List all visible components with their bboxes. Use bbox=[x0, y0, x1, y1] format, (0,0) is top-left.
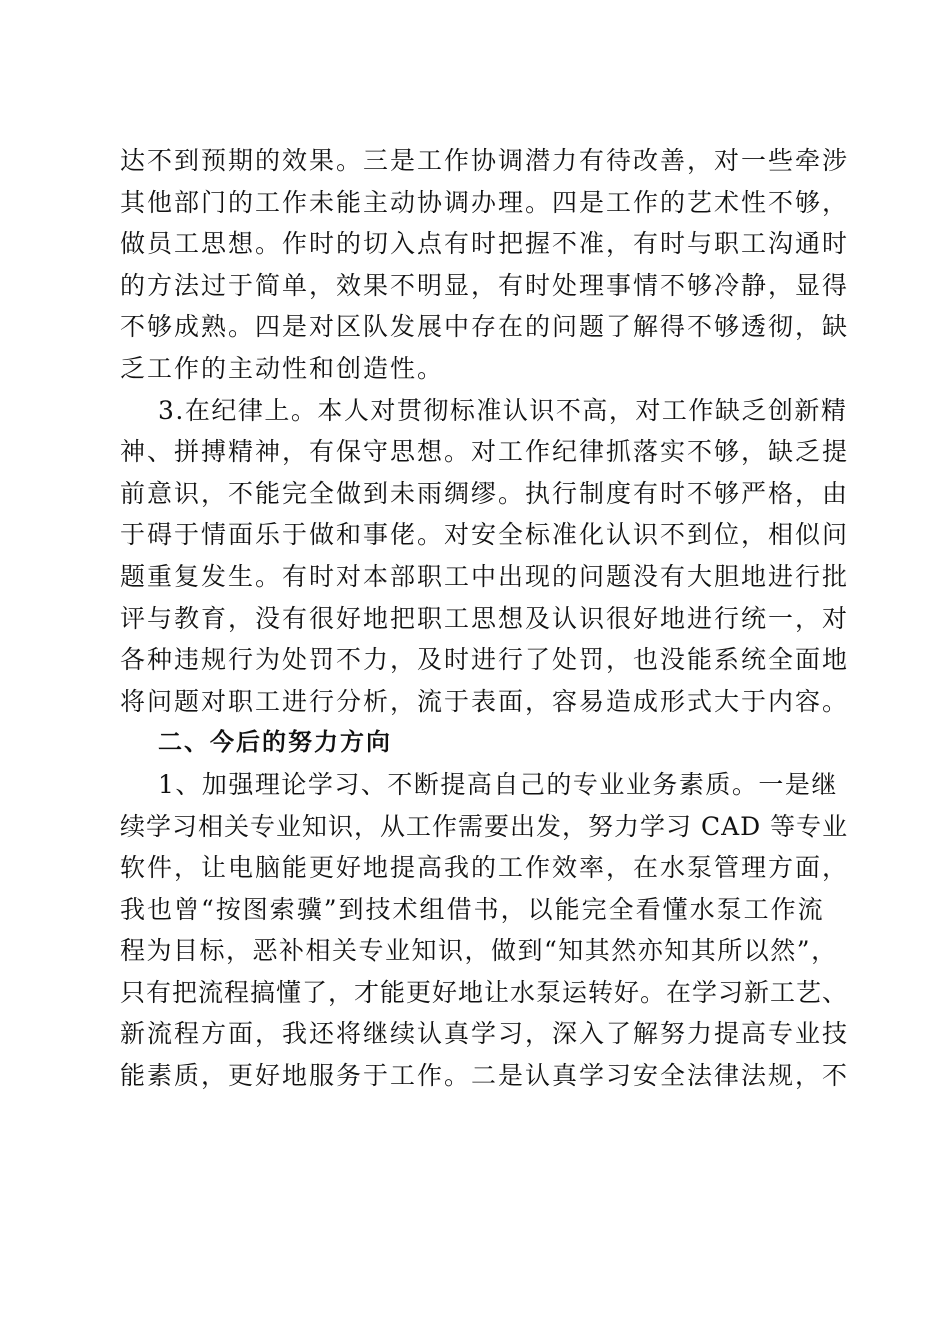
text-line: 神、拼搏精神，有保守思想。对工作纪律抓落实不够，缺乏提 bbox=[120, 437, 850, 467]
text-line: 达不到预期的效果。三是工作协调潜力有待改善，对一些牵涉 bbox=[120, 146, 850, 175]
text-line: 软件，让电脑能更好地提高我的工作效率，在水泵管理方面， bbox=[120, 853, 850, 883]
text-line: 新流程方面，我还将继续认真学习，深入了解努力提高专业技 bbox=[120, 1019, 850, 1049]
text-line: 题重复发生。有时对本部职工中出现的问题没有大胆地进行批 bbox=[120, 561, 850, 591]
paragraph-start-line: 3.在纪律上。本人对贯彻标准认识不高，对工作缺乏创新精 bbox=[158, 395, 848, 425]
text-line: 只有把流程搞懂了，才能更好地让水泵运转好。在学习新工艺、 bbox=[120, 977, 849, 1007]
text-line: 的方法过于简单，效果不明显，有时处理事情不够冷静，显得 bbox=[120, 270, 850, 300]
text-line: 将问题对职工进行分析，流于表面，容易造成形式大于内容。 bbox=[120, 686, 850, 716]
document-body bbox=[120, 140, 850, 1097]
text-line: 于碍于情面乐于做和事佬。对安全标准化认识不到位，相似问 bbox=[120, 520, 850, 550]
text-line: 续学习相关专业知识，从工作需要出发，努力学习 CAD 等专业 bbox=[120, 811, 849, 841]
text-line: 前意识，不能完全做到未雨绸缪。执行制度有时不够严格，由 bbox=[120, 478, 850, 508]
text-line: 能素质，更好地服务于工作。二是认真学习安全法律法规，不 bbox=[120, 1061, 850, 1091]
text-line: 做员工思想。作时的切入点有时把握不准，有时与职工沟通时 bbox=[120, 229, 850, 259]
section-heading: 二、今后的努力方向 bbox=[158, 728, 392, 757]
text-line: 评与教育，没有很好地把职工思想及认识很好地进行统一，对 bbox=[120, 603, 850, 633]
paragraph-start-line: 1、加强理论学习、不断提高自己的专业业务素质。一是继 bbox=[158, 769, 838, 799]
text-line: 各种违规行为处罚不力，及时进行了处罚，也没能系统全面地 bbox=[120, 645, 850, 675]
text-line: 不够成熟。四是对区队发展中存在的问题了解得不够透彻，缺 bbox=[120, 312, 850, 342]
text-line: 程为目标，恶补相关专业知识，做到“知其然亦知其所以然”， bbox=[120, 936, 838, 966]
text-line: 乏工作的主动性和创造性。 bbox=[120, 353, 445, 383]
text-line: 我也曾“按图索骥”到技术组借书，以能完全看懂水泵工作流 bbox=[120, 894, 825, 924]
text-line: 其他部门的工作未能主动协调办理。四是工作的艺术性不够， bbox=[120, 187, 850, 217]
